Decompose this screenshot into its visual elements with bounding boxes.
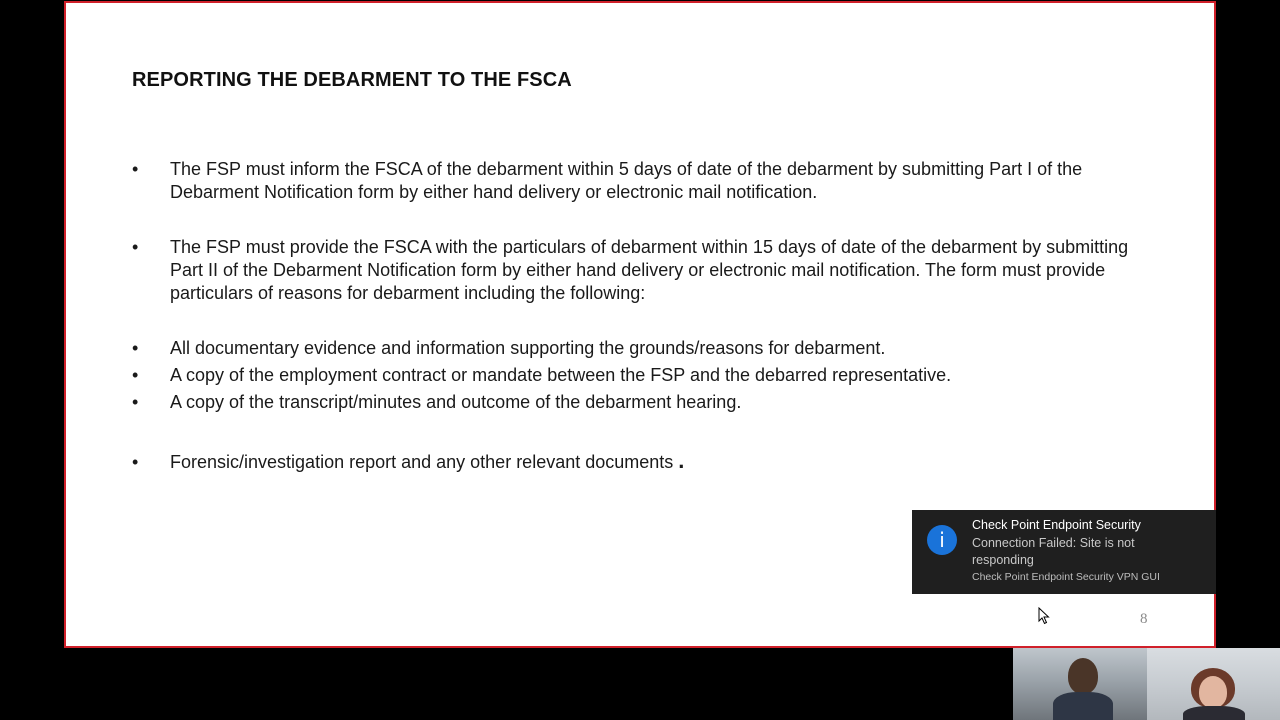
slide-page-number: 8 — [1140, 611, 1148, 627]
notification-title: Check Point Endpoint Security — [972, 518, 1141, 532]
bullet-marker: • — [132, 365, 139, 385]
info-icon: i — [927, 525, 957, 555]
bullet-text: A copy of the transcript/minutes and outcome of the debarment hearing. — [170, 392, 742, 412]
participant-body — [1053, 692, 1113, 720]
bullet-item — [132, 236, 1162, 305]
bullet-text: The FSP must inform the FSCA of the debarment within 5 days of date of the debarment by submitting Part I of the Debarment Notification form by either hand delivery or electronic mail notification. — [170, 159, 1083, 202]
bullet-marker: • — [132, 392, 139, 412]
bullet-marker: • — [132, 338, 139, 358]
bullet-item — [132, 337, 1162, 360]
bullet-text: All documentary evidence and information supporting the grounds/reasons for debarment. — [170, 338, 886, 358]
bullet-item — [132, 364, 1162, 387]
bullet-text: A copy of the employment contract or mandate between the FSP and the debarred representative. — [170, 365, 952, 385]
slide-title: REPORTING THE DEBARMENT TO THE FSCA — [132, 69, 572, 91]
participant-head — [1199, 676, 1227, 708]
bullet-text-container — [170, 448, 1162, 474]
bullet-text: Forensic/investigation report and any other relevant documents — [170, 452, 674, 472]
bullet-marker: • — [132, 452, 139, 472]
participant-video-thumbnail[interactable] — [1147, 648, 1280, 720]
bullet-trailing-period: . — [678, 448, 685, 473]
bullet-item — [132, 448, 1162, 474]
participant-head — [1068, 658, 1098, 694]
notification-message: Connection Failed: Site is not responding — [972, 536, 1135, 567]
bullet-text: The FSP must provide the FSCA with the particulars of debarment within 15 days of date of the debarment by submitting Part II of the Debarment Notification form by either hand delivery or electronic mail notification. The form must provide particulars of reasons for debarment including the following: — [170, 237, 1129, 303]
bullet-item — [132, 158, 1162, 204]
notification-source: Check Point Endpoint Security VPN GUI — [972, 571, 1160, 583]
participant-video-thumbnail[interactable] — [1013, 648, 1147, 720]
mouse-pointer-icon — [1038, 607, 1050, 625]
vpn-notification-toast[interactable] — [912, 510, 1216, 594]
bullet-item — [132, 391, 1162, 414]
bullet-marker: • — [132, 237, 139, 257]
bullet-marker: • — [132, 159, 139, 179]
participant-body — [1183, 706, 1245, 720]
